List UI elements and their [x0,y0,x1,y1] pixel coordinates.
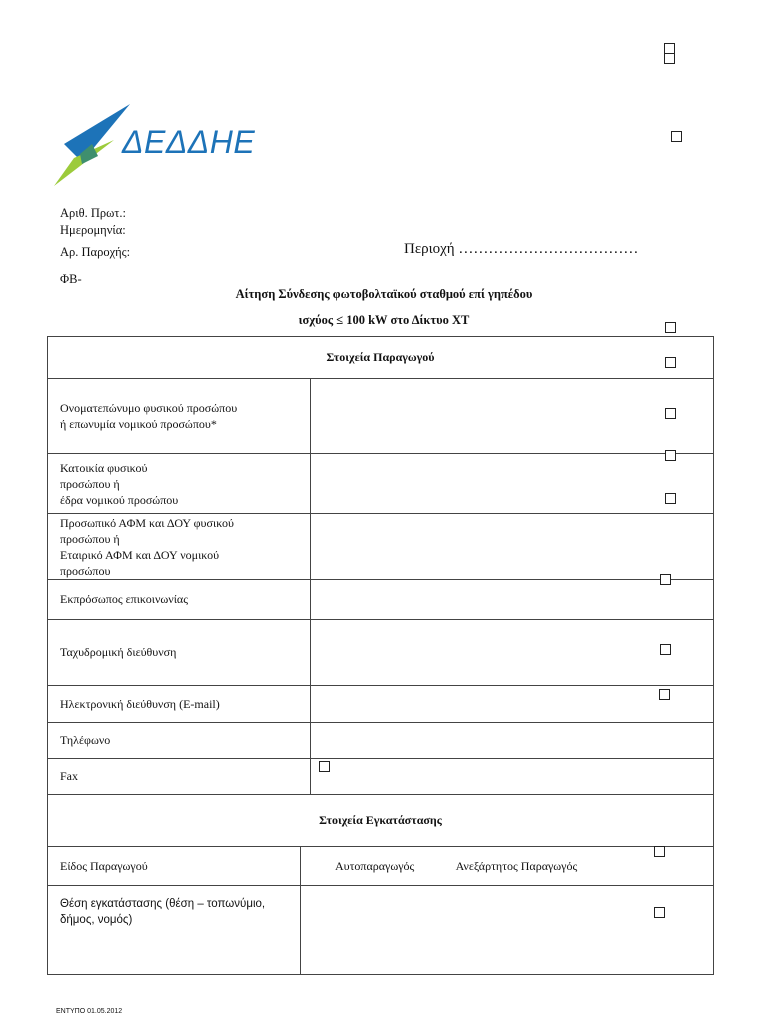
table-row [48,686,714,723]
tax-id-field[interactable] [311,514,714,580]
installation-table [47,794,714,975]
date-label: Ημερομηνία: [60,223,126,237]
field-label: Προσωπικό ΑΦΜ και ΔΟΥ φυσικού προσώπου ή Εταιρικό ΑΦΜ και ΔΟΥ νομικού προσώπου [48,514,311,580]
table-row [48,759,714,795]
field-label: Ονοματεπώνυμο φυσικού προσώπου ή επωνυμία νομικού προσώπου* [48,379,311,454]
option-independent-producer[interactable]: Ανεξάρτητος Παραγωγός [455,858,578,873]
region-field: Περιοχή ……………………………… [404,241,639,257]
field-label: Τηλέφωνο [48,723,311,759]
checkbox[interactable] [319,761,330,772]
contact-person-field[interactable] [311,580,714,620]
checkbox[interactable] [654,907,665,918]
table-row [48,379,714,454]
checkbox[interactable] [665,408,676,419]
protocol-number-label: Αριθ. Πρωτ.: [60,206,126,220]
table-row [48,886,714,975]
producer-table [47,336,714,795]
table-row [48,454,714,514]
table-row [48,580,714,620]
checkbox[interactable] [659,689,670,700]
field-label: Ταχυδρομική διεύθυνση [48,620,311,686]
location-label: Θέση εγκατάστασης (θέση – τοπωνύμιο, δήμος, νομός) [48,886,301,975]
email-field[interactable] [311,686,714,723]
checkbox[interactable] [660,644,671,655]
checkbox[interactable] [665,357,676,368]
fv-label: ΦΒ- [60,272,82,286]
option-self-producer[interactable]: Αυτοπαραγωγός [335,858,415,873]
producer-type-options [301,847,714,886]
checkbox[interactable] [654,846,665,857]
producer-type-label: Είδος Παραγωγού [48,847,301,886]
checkbox[interactable] [665,322,676,333]
table-row [48,723,714,759]
checkbox[interactable] [665,450,676,461]
logo-text: ΔΕΔΔΗΕ [122,124,256,160]
form-title-line1: Αίτηση Σύνδεσης φωτοβολταϊκού σταθμού επί γηπέδου [235,287,533,301]
fax-field[interactable] [311,759,714,795]
field-label: Εκπρόσωπος επικοινωνίας [48,580,311,620]
checkbox[interactable] [671,131,682,142]
installation-section-heading: Στοιχεία Εγκατάστασης [48,795,714,847]
field-label: Ηλεκτρονική διεύθυνση (E-mail) [48,686,311,723]
checkbox[interactable] [664,53,675,64]
checkbox[interactable] [665,493,676,504]
form-title-line2: ισχύος ≤ 100 kW στο Δίκτυο ΧΤ [298,313,470,327]
table-row [48,847,714,886]
residence-field[interactable] [311,454,714,514]
location-field[interactable] [301,886,714,975]
checkbox[interactable] [660,574,671,585]
postal-address-field[interactable] [311,620,714,686]
field-label: Κατοικία φυσικού προσώπου ή έδρα νομικού προσώπου [48,454,311,514]
name-field[interactable] [311,379,714,454]
producer-section-heading: Στοιχεία Παραγωγού [48,337,714,379]
supply-number-label: Αρ. Παροχής: [60,245,131,259]
field-label: Fax [48,759,311,795]
company-logo [52,104,262,188]
phone-field[interactable] [311,723,714,759]
table-row [48,514,714,580]
table-row [48,620,714,686]
form-code: ΕΝΤΥΠΟ 01.05.2012 [56,1008,123,1015]
